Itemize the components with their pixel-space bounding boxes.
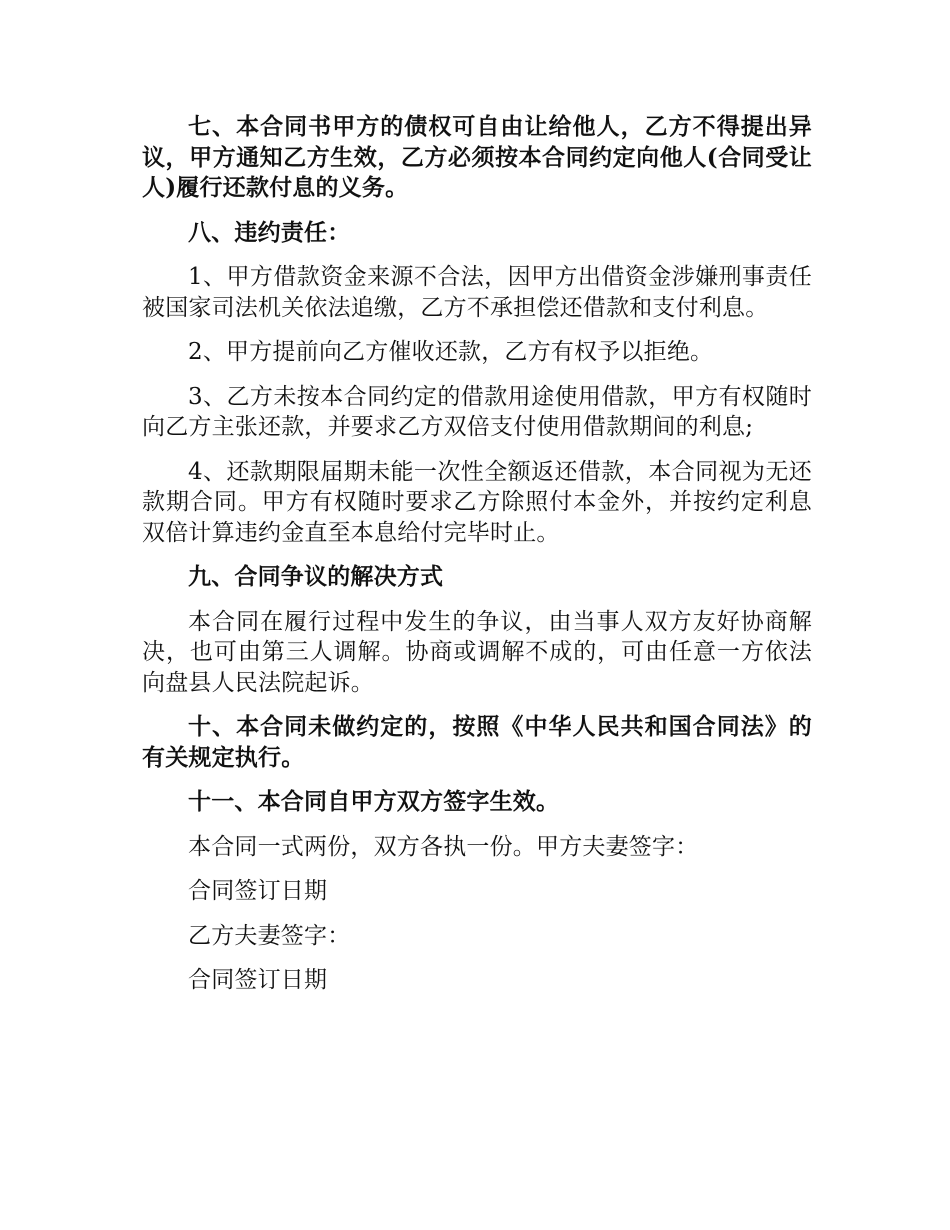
signing-date-label-2: 合同签订日期: [188, 967, 328, 993]
clause-10-contract-law: 十、本合同未做约定的，按照《中华人民共和国合同法》的有关规定执行。: [142, 713, 812, 771]
document-page: [142, 112, 812, 996]
clause-8-item-1: 1、甲方借款资金来源不合法，因甲方出借资金涉嫌刑事责任被国家司法机关依法追缴，乙方不承担偿还借款和支付利息。: [142, 264, 812, 321]
copies-and-party-a-signature: 本合同一式两份，双方各执一份。甲方夫妻签字：: [188, 833, 699, 860]
clause-7-transfer-of-claims: 七、本合同书甲方的债权可自由让给他人，乙方不得提出异议，甲方通知乙方生效，乙方必须按本合同约定向他人(合同受让人)履行还款付息的义务。: [142, 113, 812, 201]
clause-9-heading-dispute-resolution: 九、合同争议的解决方式: [188, 563, 444, 590]
clause-9-body: 本合同在履行过程中发生的争议，由当事人双方友好协商解决，也可由第三人调解。协商或调解不成的，可由任意一方依法向盘县人民法院起诉。: [142, 608, 812, 696]
clause-8-item-2: 2、甲方提前向乙方催收还款，乙方有权予以拒绝。: [188, 339, 714, 365]
clause-11-effectiveness: 十一、本合同自甲方双方签字生效。: [188, 788, 560, 815]
party-b-signature-label: 乙方夫妻签字：: [188, 922, 351, 949]
clause-8-heading-breach-liability: 八、违约责任：: [188, 218, 351, 246]
signing-date-label-1: 合同签订日期: [188, 878, 328, 904]
clause-8-item-4: 4、还款期限届期未能一次性全额返还借款，本合同视为无还款期合同。甲方有权随时要求乙方除照付本金外，并按约定利息双倍计算违约金直至本息给付完毕时止。: [142, 458, 812, 546]
clause-8-item-3: 3、乙方未按本合同约定的借款用途使用借款，甲方有权随时向乙方主张还款，并要求乙方双倍支付使用借款期间的利息;: [142, 383, 812, 440]
